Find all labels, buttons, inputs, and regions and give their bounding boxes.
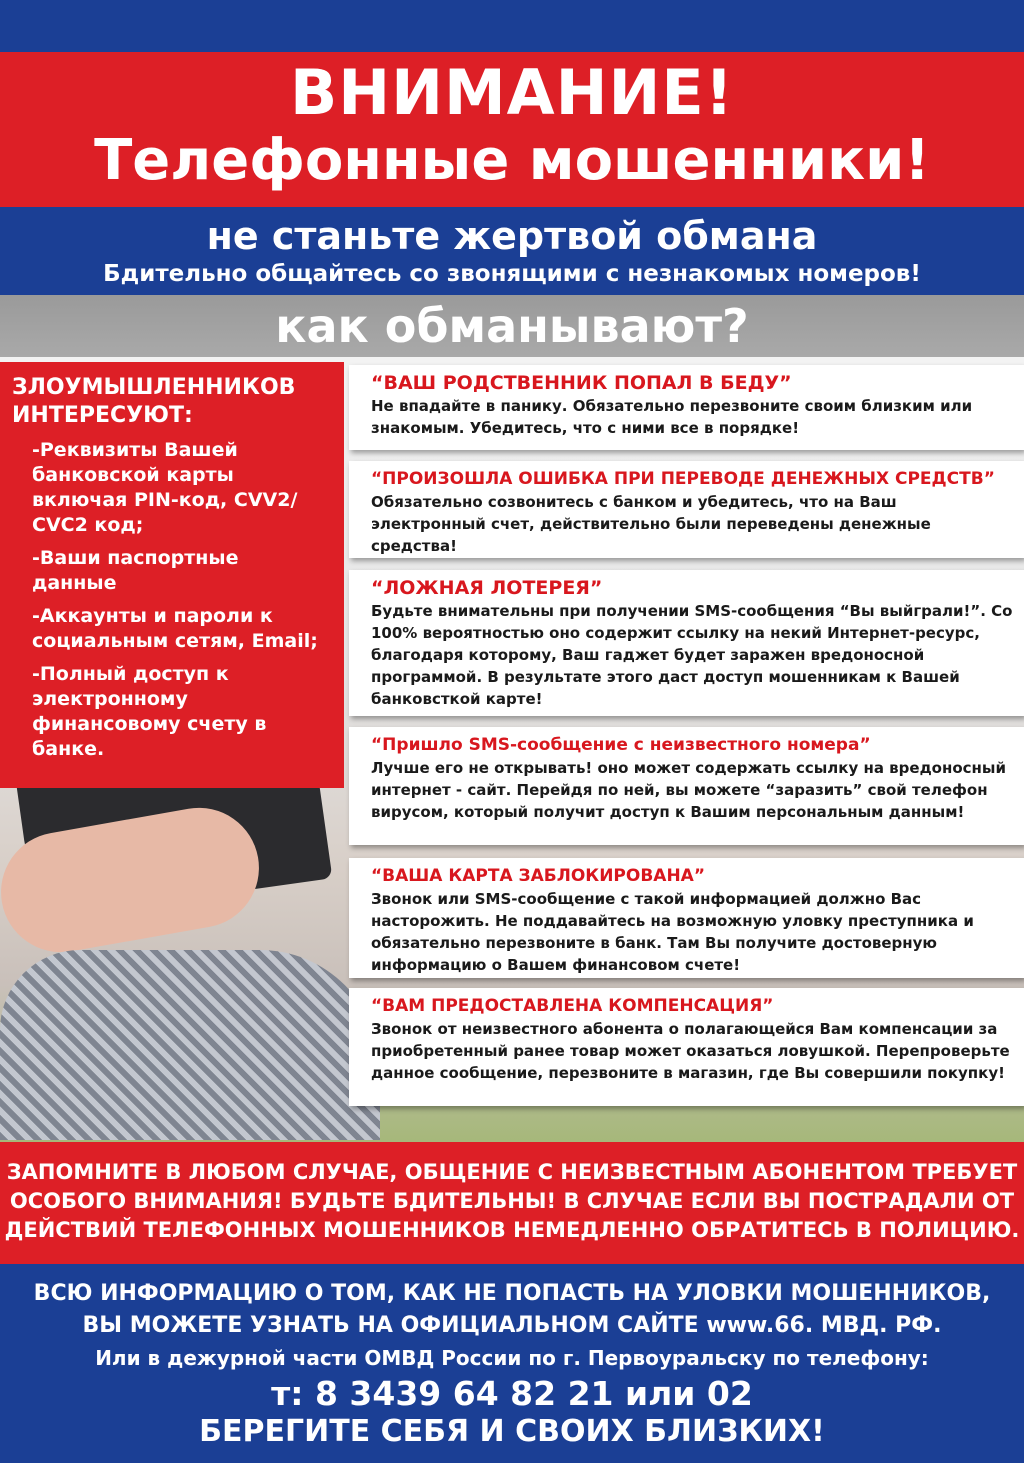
footer-website-line: ВЫ МОЖЕТЕ УЗНАТЬ НА ОФИЦИАЛЬНОМ САЙТЕ www.66. МВД. РФ. bbox=[82, 1313, 942, 1338]
scam-text: Звонок от неизвестного абонента о полагающейся Вам компенсации за приобретенный ранее товар может оказаться ловушкой. Перепроверьте данное сообщение, перезвоните в магазин, где Вы совершили покупку! bbox=[371, 1020, 1010, 1082]
header-banner bbox=[0, 52, 1024, 207]
interest-item: -Аккаунты и пароли к социальным сетям, Email; bbox=[32, 605, 318, 652]
warning-line: ЗАПОМНИТЕ В ЛЮБОМ СЛУЧАЕ, ОБЩЕНИЕ С НЕИЗВЕСТНЫМ АБОНЕНТОМ ТРЕБУЕТ bbox=[6, 1160, 1018, 1184]
scam-title: “ЛОЖНАЯ ЛОТЕРЕЯ” bbox=[371, 577, 603, 599]
scam-card bbox=[349, 570, 1024, 716]
scam-title: “ВАША КАРТА ЗАБЛОКИРОВАНА” bbox=[371, 866, 706, 886]
interest-heading-line2: ИНТЕРЕСУЮТ: bbox=[12, 403, 193, 428]
subheader-banner bbox=[0, 207, 1024, 295]
scam-card bbox=[349, 365, 1024, 450]
top-blue-strip bbox=[0, 0, 1024, 52]
interest-heading-line1: ЗЛОУМЫШЛЕННИКОВ bbox=[12, 375, 296, 400]
scam-title: “ПРОИЗОШЛА ОШИБКА ПРИ ПЕРЕВОДЕ ДЕНЕЖНЫХ СРЕДСТВ” bbox=[371, 469, 995, 489]
header-subtitle: Телефонные мошенники! bbox=[94, 128, 930, 193]
footer-banner bbox=[0, 1264, 1024, 1463]
footer-slogan: БЕРЕГИТЕ СЕБЯ И СВОИХ БЛИЗКИХ! bbox=[199, 1414, 825, 1449]
interest-item: -Ваши паспортные данные bbox=[32, 547, 239, 594]
scam-text: Будьте внимательны при получении SMS-сообщения “Вы выйграли!”. Со 100% вероятностью оно содержит ссылку на некий Интернет-ресурс, благодаря которому, Ваш гаджет будет заражен вредоносной программой. В результате этого даст доступ мошенникам к Вашей банковсткой карте! bbox=[371, 602, 1013, 708]
scam-title: “ВАМ ПРЕДОСТАВЛЕНА КОМПЕНСАЦИЯ” bbox=[371, 996, 774, 1016]
subheader-title: не станьте жертвой обмана bbox=[206, 214, 818, 258]
scam-text: Лучше его не открывать! оно может содержать ссылку на вредоносный интернет - сайт. Перейдя по ней, вы можете “заразить” свой телефон вирусом, который получит доступ к Вашим персональным данным! bbox=[371, 759, 1006, 821]
footer-info-line: ВСЮ ИНФОРМАЦИЮ О ТОМ, КАК НЕ ПОПАСТЬ НА УЛОВКИ МОШЕННИКОВ, bbox=[33, 1281, 991, 1306]
footer-phone: т: 8 3439 64 82 21 или 02 bbox=[271, 1374, 753, 1413]
scam-text: Не впадайте в панику. Обязательно перезвоните своим близким или знакомым. Убедитесь, что с ними все в порядке! bbox=[371, 397, 973, 437]
sweater-sleeve-image bbox=[0, 950, 380, 1140]
interest-item: -Полный доступ к электронному финансовому счету в банке. bbox=[32, 663, 267, 760]
scam-text: Звонок или SMS-сообщение с такой информацией должно Вас насторожить. Не поддавайтесь на возможную уловку преступника и обязательно перезвоните в банк. Там Вы получите достоверную информацию о Вашем финансовом счете! bbox=[371, 890, 974, 974]
warning-banner bbox=[0, 1142, 1024, 1264]
warning-line: ОСОБОГО ВНИМАНИЯ! БУДЬТЕ БДИТЕЛЬНЫ! В СЛУЧАЕ ЕСЛИ ВЫ ПОСТРАДАЛИ ОТ bbox=[9, 1189, 1015, 1213]
scam-card bbox=[349, 988, 1024, 1106]
warning-line: ДЕЙСТВИЙ ТЕЛЕФОННЫХ МОШЕННИКОВ НЕМЕДЛЕННО ОБРАТИТЕСЬ В ПОЛИЦИЮ. bbox=[4, 1218, 1020, 1242]
interest-panel bbox=[0, 362, 344, 788]
scam-title: “ВАШ РОДСТВЕННИК ПОПАЛ В БЕДУ” bbox=[371, 372, 792, 394]
footer-duty-line: Или в дежурной части ОМВД России по г. Первоуральску по телефону: bbox=[95, 1346, 929, 1370]
section-title: как обманывают? bbox=[0, 295, 1024, 357]
scam-text: Обязательно созвонитесь с банком и убедитесь, что на Ваш электронный счет, действительно были переведены денежные средства! bbox=[371, 493, 931, 555]
scam-title: “Пришло SMS-сообщение с неизвестного номера” bbox=[371, 735, 871, 755]
scam-card bbox=[349, 858, 1024, 978]
interest-item: -Реквизиты Вашей банковской карты включая PIN-код, CVV2/ CVC2 код; bbox=[32, 439, 298, 536]
scam-card bbox=[349, 461, 1024, 558]
subheader-text: Бдительно общайтесь со звонящими с незнакомых номеров! bbox=[103, 261, 921, 287]
header-title: ВНИМАНИЕ! bbox=[289, 56, 735, 129]
scam-card bbox=[349, 727, 1024, 845]
